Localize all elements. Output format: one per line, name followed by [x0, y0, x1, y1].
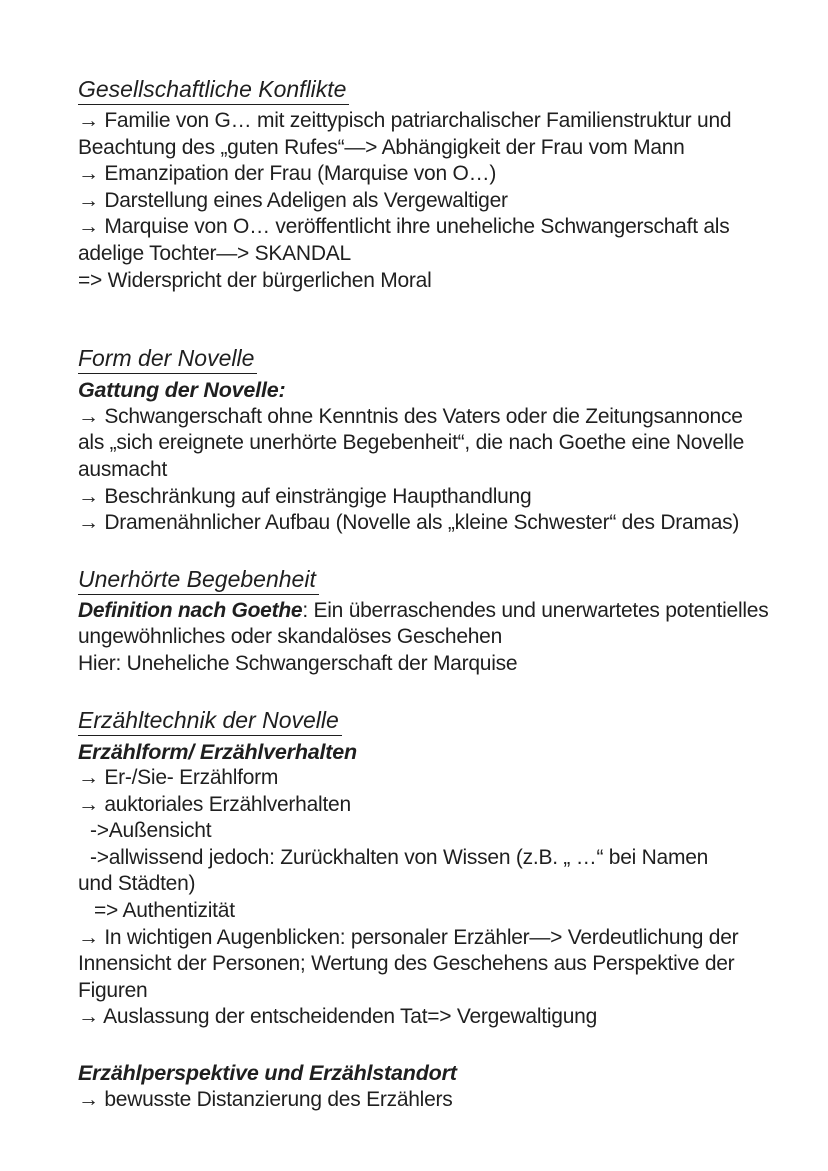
line-text: Figuren	[78, 978, 148, 1002]
text-line	[78, 161, 776, 188]
text-line	[78, 792, 776, 819]
line-text: → Schwangerschaft ohne Kenntnis des Vaters oder die Zeitungsannonce	[78, 404, 743, 428]
section-heading	[78, 566, 776, 595]
section	[78, 345, 776, 537]
line-text: adelige Tochter—> SKANDAL	[78, 241, 351, 265]
line-text: => Authentizität	[94, 899, 235, 923]
section-heading-text: Unerhörte Begebenheit	[78, 566, 319, 595]
text-line	[78, 214, 776, 241]
text-line	[78, 871, 776, 898]
section-heading-text: Gesellschaftliche Konflikte	[78, 76, 349, 105]
line-text: und Städten)	[78, 872, 196, 896]
line-text: → Auslassung der entscheidenden Tat=> Vergewaltigung	[78, 1005, 597, 1029]
text-line	[78, 951, 776, 978]
text-line	[78, 510, 776, 537]
text-line	[78, 598, 776, 625]
line-text: → Beschränkung auf einsträngige Haupthandlung	[78, 484, 532, 508]
text-line	[78, 845, 776, 872]
section	[78, 1060, 776, 1113]
line-text: → Dramenähnlicher Aufbau (Novelle als „kleine Schwester“ des Dramas)	[78, 511, 740, 535]
section-heading	[78, 707, 776, 736]
section-subheading: Erzählform/ Erzählverhalten	[78, 739, 357, 764]
line-text: : Ein überraschendes und unerwartetes potentielles	[302, 598, 769, 622]
text-line	[78, 430, 776, 457]
text-line	[78, 765, 776, 792]
line-text: Beachtung des „guten Rufes“—> Abhängigkeit der Frau vom Mann	[78, 135, 685, 159]
text-line	[78, 818, 776, 845]
text-line	[78, 457, 776, 484]
text-line	[78, 268, 776, 295]
text-line	[78, 624, 776, 651]
line-text: ->allwissend jedoch: Zurückhalten von Wissen (z.B. „ …“ bei Namen	[90, 845, 709, 869]
line-text: Hier: Uneheliche Schwangerschaft der Marquise	[78, 651, 518, 675]
text-line	[78, 925, 776, 952]
line-text: → Familie von G… mit zeittypisch patriarchalischer Familienstruktur und	[78, 109, 732, 132]
line-text: ->Außensicht	[90, 819, 212, 843]
bold-lead-text: Definition nach Goethe	[78, 598, 303, 622]
line-text: → Darstellung eines Adeligen als Vergewaltiger	[78, 188, 508, 212]
section	[78, 566, 776, 678]
line-text: → Marquise von O… veröffentlicht ihre uneheliche Schwangerschaft als	[78, 215, 730, 239]
text-line	[78, 135, 776, 162]
section	[78, 707, 776, 1032]
line-text: → auktoriales Erzählverhalten	[78, 792, 351, 816]
line-text: → bewusste Distanzierung des Erzählers	[78, 1087, 453, 1111]
text-line	[78, 404, 776, 431]
section-heading	[78, 345, 776, 374]
section-subheading: Erzählperspektive und Erzählstandort	[78, 1061, 457, 1086]
text-line	[78, 1004, 776, 1031]
section-heading	[78, 76, 776, 105]
line-text: → Emanzipation der Frau (Marquise von O…)	[78, 162, 497, 186]
text-line	[78, 241, 776, 268]
section	[78, 76, 776, 294]
text-line	[78, 484, 776, 511]
section-subheading: Gattung der Novelle:	[78, 378, 286, 403]
text-line	[78, 651, 776, 678]
text-line	[78, 108, 776, 135]
section-heading-text: Erzähltechnik der Novelle	[78, 707, 342, 736]
line-text: → Er-/Sie- Erzählform	[78, 766, 279, 790]
section-heading-text: Form der Novelle	[78, 345, 257, 374]
line-text: ausmacht	[78, 457, 168, 481]
line-text: => Widerspricht der bürgerlichen Moral	[78, 268, 432, 292]
text-line	[78, 898, 776, 925]
text-line	[78, 978, 776, 1005]
line-text: ungewöhnliches oder skandalöses Geschehen	[78, 625, 503, 649]
text-line	[78, 188, 776, 215]
line-text: Innensicht der Personen; Wertung des Geschehens aus Perspektive der	[78, 952, 735, 976]
line-text: als „sich ereignete unerhörte Begebenheit“, die nach Goethe eine Novelle	[78, 431, 745, 455]
text-line	[78, 1087, 776, 1114]
line-text: → In wichtigen Augenblicken: personaler Erzähler—> Verdeutlichung der	[78, 925, 739, 949]
